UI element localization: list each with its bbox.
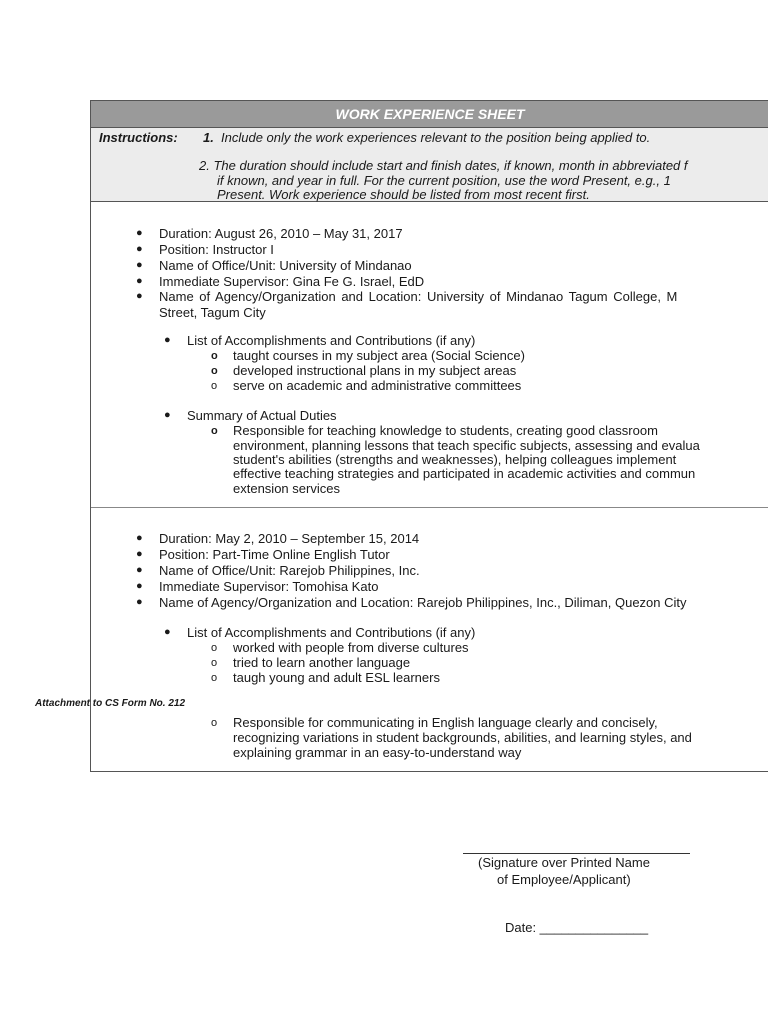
sub-bullet-icon: o (211, 350, 218, 362)
title-bar (91, 101, 768, 128)
entry1-duties-line-1: Responsible for teaching knowledge to students, creating good classroom (233, 423, 658, 438)
bullet-icon: ● (136, 259, 143, 271)
sub-bullet-icon: o (211, 672, 218, 684)
sub-bullet-icon: o (211, 657, 218, 669)
signature-caption-line-2: of Employee/Applicant) (497, 872, 631, 887)
signature-caption-line-1: (Signature over Printed Name (478, 855, 650, 870)
bullet-icon: ● (136, 243, 143, 255)
entry1-accomplishment-3: serve on academic and administrative committees (233, 378, 522, 393)
entry1-position: Position: Instructor I (159, 242, 274, 257)
entry-separator (91, 507, 768, 508)
bullet-icon: ● (136, 564, 143, 576)
bullet-icon: ● (136, 275, 143, 287)
instruction-2-line-2: if known, and year in full. For the current position, use the word Present, e.g., 1 (217, 173, 671, 188)
instruction-2-line-1: 2. The duration should include start and finish dates, if known, month in abbreviated f (199, 158, 688, 173)
entry1-accomplishment-2: developed instructional plans in my subject areas (233, 363, 517, 378)
entry1-supervisor: Immediate Supervisor: Gina Fe G. Israel, EdD (159, 274, 425, 289)
entry2-accomplishments-label: List of Accomplishments and Contributions (if any) (187, 625, 476, 640)
sub-bullet-icon: o (211, 425, 218, 437)
bullet-icon: ● (136, 548, 143, 560)
sub-bullet-icon: o (211, 642, 218, 654)
instructions-label: Instructions: (99, 130, 178, 145)
entry1-accomplishment-1: taught courses in my subject area (Social Science) (233, 348, 525, 363)
entry2-duties-line-1: Responsible for communicating in English language clearly and concisely, (233, 715, 658, 730)
sheet-title: WORK EXPERIENCE SHEET (335, 106, 525, 122)
bullet-icon: ● (136, 227, 143, 239)
sub-bullet-icon: o (211, 380, 218, 392)
entry1-agency-line-1: Name of Agency/Organization and Location: University of Mindanao Tagum College, M (159, 289, 678, 304)
entry2-agency: Name of Agency/Organization and Location: Rarejob Philippines, Inc., Diliman, Quezon City (159, 595, 687, 610)
date-field: Date: _______________ (505, 920, 649, 935)
entry1-office: Name of Office/Unit: University of Mindanao (159, 258, 412, 273)
entry1-duties-line-4: effective teaching strategies and participated in academic activities and commun (233, 466, 696, 481)
entry1-agency-line-2: Street, Tagum City (159, 305, 266, 320)
entry2-duties-line-3: explaining grammar in an easy-to-understand way (233, 745, 522, 760)
bullet-icon: ● (136, 532, 143, 544)
bullet-icon: ● (136, 596, 143, 608)
bullet-icon: ● (136, 290, 143, 302)
entry2-accomplishment-3: taugh young and adult ESL learners (233, 670, 440, 685)
entry2-position: Position: Part-Time Online English Tutor (159, 547, 390, 562)
entry1-duties-label: Summary of Actual Duties (187, 408, 337, 423)
entry2-accomplishment-2: tried to learn another language (233, 655, 411, 670)
bullet-icon: ● (164, 409, 171, 421)
entry2-duties-line-2: recognizing variations in student backgrounds, abilities, and learning styles, and (233, 730, 692, 745)
entry1-accomplishments-label: List of Accomplishments and Contributions (if any) (187, 333, 476, 348)
entry2-accomplishment-1: worked with people from diverse cultures (233, 640, 469, 655)
sub-bullet-icon: o (211, 365, 218, 377)
instructions-box (91, 128, 768, 202)
instruction-1-text: Include only the work experiences relevant to the position being applied to. (221, 130, 651, 145)
sub-bullet-icon: o (211, 717, 218, 729)
attachment-note: Attachment to CS Form No. 212 (35, 698, 186, 709)
entry1-duration: Duration: August 26, 2010 – May 31, 2017 (159, 226, 403, 241)
entry1-duties-line-5: extension services (233, 481, 340, 496)
instruction-1-number: 1. (203, 130, 214, 145)
instruction-2-line-3: Present. Work experience should be listed from most recent first. (217, 187, 590, 202)
bullet-icon: ● (136, 580, 143, 592)
entry2-duration: Duration: May 2, 2010 – September 15, 2014 (159, 531, 420, 546)
bullet-icon: ● (164, 626, 171, 638)
bullet-icon: ● (164, 334, 171, 346)
signature-line (463, 853, 690, 854)
entry1-duties-line-3: student's abilities (strengths and weaknesses), helping colleagues implement (233, 452, 677, 467)
entry1-duties-line-2: environment, planning lessons that teach specific subjects, assessing and evalua (233, 438, 700, 453)
entry2-office: Name of Office/Unit: Rarejob Philippines, Inc. (159, 563, 420, 578)
entry2-supervisor: Immediate Supervisor: Tomohisa Kato (159, 579, 379, 594)
